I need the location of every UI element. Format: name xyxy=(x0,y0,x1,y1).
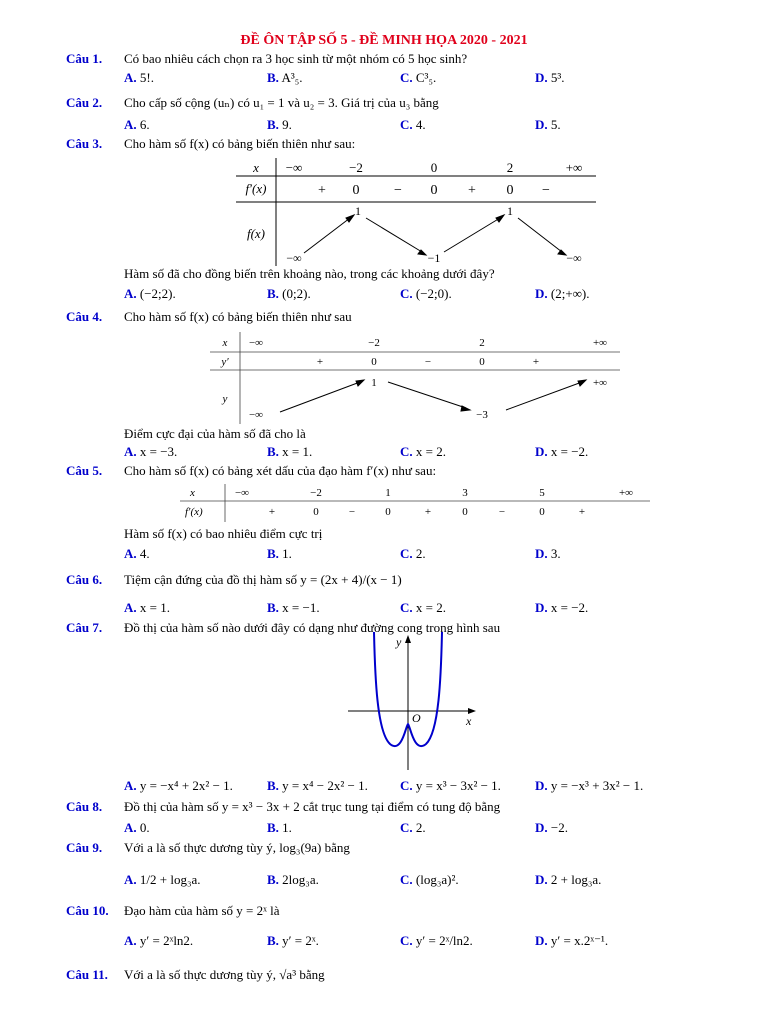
x-value: 5 xyxy=(539,487,545,499)
question-text: Đạo hàm của hàm số y = 2ˣ là xyxy=(124,903,280,918)
option-b: B. (0;2). xyxy=(267,286,311,301)
option-b: B. 9. xyxy=(267,117,292,132)
question-6 xyxy=(0,572,768,590)
question-text: Cho hàm số f(x) có bảng xét dấu của đạo hàm f′(x) như sau: xyxy=(124,463,437,478)
option-c: C. 2. xyxy=(400,820,426,835)
page-title: ĐỀ ÔN TẬP SỐ 5 - ĐỀ MINH HỌA 2020 - 2021 xyxy=(240,33,528,48)
sign: 0 xyxy=(352,183,360,198)
question-text: Cho hàm số f(x) có bảng biến thiên như sau: xyxy=(124,136,356,151)
sign: + xyxy=(318,183,326,198)
derivative-label: f′(x) xyxy=(185,506,203,518)
sign: − xyxy=(542,183,550,198)
question-9 xyxy=(0,840,768,858)
option-b: B. 2log₃a. xyxy=(267,872,319,887)
sign: 0 xyxy=(462,506,468,518)
question-4 xyxy=(0,309,768,327)
sign-row xyxy=(318,183,550,198)
question-number: Câu 8. xyxy=(66,799,103,814)
sign: − xyxy=(424,356,432,368)
question-number: Câu 10. xyxy=(66,903,109,918)
option-b: B. x = 1. xyxy=(267,444,313,459)
option-c: C. x = 2. xyxy=(400,600,446,615)
question-1 xyxy=(0,51,768,69)
sign: 0 xyxy=(313,506,319,518)
sign: + xyxy=(578,506,586,518)
x-value: −∞ xyxy=(285,160,303,175)
sign: + xyxy=(468,183,476,198)
x-label: x xyxy=(222,337,228,349)
x-value: −2 xyxy=(349,160,363,175)
sign: 0 xyxy=(506,183,514,198)
function-label: y xyxy=(222,393,228,405)
question-5 xyxy=(0,463,768,481)
x-value: +∞ xyxy=(565,160,583,175)
x-value: 2 xyxy=(479,337,485,349)
question-number: Câu 6. xyxy=(66,572,103,587)
sign: − xyxy=(498,506,506,518)
question-number: Câu 1. xyxy=(66,51,103,66)
question-number: Câu 5. xyxy=(66,463,103,478)
option-b: B. x = −1. xyxy=(267,600,320,615)
option-c: C. (−2;0). xyxy=(400,286,452,301)
question-text: Tiệm cận đứng của đồ thị hàm số y = (2x + 4)/(x − 1) xyxy=(124,572,402,587)
option-a: A. 1/2 + log₃a. xyxy=(124,872,201,887)
question-2 xyxy=(0,95,768,113)
sign: + xyxy=(268,506,276,518)
x-value: 1 xyxy=(385,487,391,499)
option-a: A. 0. xyxy=(124,820,150,835)
option-c: C. (log₃a)². xyxy=(400,872,459,887)
question-11 xyxy=(0,967,768,985)
option-a: A. 4. xyxy=(124,546,150,561)
function-values xyxy=(249,377,607,421)
variation-arrows xyxy=(304,215,566,255)
sign: + xyxy=(316,356,324,368)
x-value: +∞ xyxy=(618,487,634,499)
option-b: B. y′ = 2ˣ. xyxy=(267,933,319,948)
answer-options xyxy=(0,546,768,564)
x-value: −∞ xyxy=(248,337,264,349)
answer-options xyxy=(0,872,768,890)
option-c: C. y = x³ − 3x² − 1. xyxy=(400,778,501,793)
derivative-label: f′(x) xyxy=(245,181,267,196)
question-text: Đồ thị của hàm số nào dưới đây có dạng như đường cong trong hình sau xyxy=(124,620,501,635)
answer-options xyxy=(0,933,768,951)
question-text: Cho cấp số cộng (uₙ) có u₁ = 1 và u₂ = 3. Giá trị của u₃ bằng xyxy=(124,95,439,110)
f-value: 1 xyxy=(355,204,361,218)
sign: − xyxy=(348,506,356,518)
question-followup: Hàm số f(x) có bao nhiêu điểm cực trị xyxy=(124,526,323,541)
option-c: C. 4. xyxy=(400,117,426,132)
question-8 xyxy=(0,799,768,817)
sign: − xyxy=(394,183,402,198)
origin-label: O xyxy=(412,711,421,725)
answer-options xyxy=(0,778,768,796)
question-3 xyxy=(0,136,768,154)
question-text: Có bao nhiêu cách chọn ra 3 học sinh từ một nhóm có 5 học sinh? xyxy=(124,51,468,66)
f-value: −1 xyxy=(427,251,441,265)
sign: 0 xyxy=(479,356,485,368)
answer-options xyxy=(0,117,768,135)
x-value: 0 xyxy=(430,160,438,175)
question-text: Cho hàm số f(x) có bảng biến thiên như sau xyxy=(124,309,352,324)
answer-options xyxy=(0,444,768,462)
f-value: 1 xyxy=(371,377,377,389)
option-c: C. x = 2. xyxy=(400,444,446,459)
question-followup: Điểm cực đại của hàm số đã cho là xyxy=(124,426,306,441)
sign: 0 xyxy=(371,356,377,368)
answer-options xyxy=(0,600,768,618)
function-values xyxy=(286,204,581,265)
x-values xyxy=(286,160,583,175)
x-value: −2 xyxy=(310,487,322,499)
f-value: −∞ xyxy=(566,251,582,265)
function-label: f(x) xyxy=(246,226,266,241)
sign-table-q5 xyxy=(180,484,650,522)
option-b: B. A³₅. xyxy=(267,70,303,85)
x-value: 2 xyxy=(506,160,514,175)
x-values xyxy=(249,337,607,349)
question-number: Câu 11. xyxy=(66,967,108,982)
option-b: B. y = x⁴ − 2x² − 1. xyxy=(267,778,368,793)
f-value: +∞ xyxy=(592,377,608,389)
variation-arrows xyxy=(280,380,586,412)
option-d: D. −2. xyxy=(535,820,568,835)
question-followup: Hàm số đã cho đồng biến trên khoảng nào, trong các khoảng dưới đây? xyxy=(124,266,495,281)
answer-options xyxy=(0,70,768,88)
question-number: Câu 7. xyxy=(66,620,103,635)
option-c: C. y′ = 2ˣ/ln2. xyxy=(400,933,473,948)
option-b: B. 1. xyxy=(267,546,292,561)
option-d: D. y′ = x.2ˣ⁻¹. xyxy=(535,933,609,948)
f-value: −∞ xyxy=(286,251,302,265)
sign: + xyxy=(532,356,540,368)
x-value: 3 xyxy=(462,487,468,499)
option-d: D. 3. xyxy=(535,546,561,561)
function-graph-q7 xyxy=(344,632,480,770)
question-text: Với a là số thực dương tùy ý, log₃(9a) bằng xyxy=(124,840,350,855)
option-d: D. y = −x³ + 3x² − 1. xyxy=(535,778,644,793)
option-d: D. x = −2. xyxy=(535,600,589,615)
question-text: Đồ thị của hàm số y = x³ − 3x + 2 cắt trục tung tại điểm có tung độ bằng xyxy=(124,799,501,814)
question-number: Câu 9. xyxy=(66,840,103,855)
question-number: Câu 2. xyxy=(66,95,103,110)
answer-options xyxy=(0,286,768,304)
question-10 xyxy=(0,903,768,921)
option-d: D. 5³. xyxy=(535,70,565,85)
question-number: Câu 4. xyxy=(66,309,103,324)
option-d: D. x = −2. xyxy=(535,444,589,459)
derivative-label: y′ xyxy=(221,356,229,368)
question-number: Câu 3. xyxy=(66,136,103,151)
x-axis-label: x xyxy=(466,714,472,728)
variation-table-q4 xyxy=(210,332,620,424)
option-d: D. 2 + log₃a. xyxy=(535,872,602,887)
x-label: x xyxy=(253,160,259,175)
x-value: −2 xyxy=(368,337,380,349)
x-value: −∞ xyxy=(234,487,250,499)
f-value: −∞ xyxy=(248,409,264,421)
option-d: D. 5. xyxy=(535,117,561,132)
variation-table-q3 xyxy=(236,158,596,266)
option-c: C. C³₅. xyxy=(400,70,437,85)
x-values xyxy=(235,487,633,499)
question-text: Với a là số thực dương tùy ý, √a³ bằng xyxy=(124,967,325,982)
option-a: A. y′ = 2ˣln2. xyxy=(124,933,194,948)
sign-row xyxy=(317,356,539,368)
option-a: A. x = 1. xyxy=(124,600,170,615)
y-axis-label: y xyxy=(396,635,402,649)
option-a: A. (−2;2). xyxy=(124,286,176,301)
f-value: 1 xyxy=(507,204,513,218)
option-b: B. 1. xyxy=(267,820,292,835)
option-d: D. (2;+∞). xyxy=(535,286,590,301)
sign: + xyxy=(424,506,432,518)
option-a: A. 6. xyxy=(124,117,150,132)
option-a: A. 5!. xyxy=(124,70,154,85)
option-a: A. x = −3. xyxy=(124,444,178,459)
sign: 0 xyxy=(430,183,438,198)
f-value: −3 xyxy=(476,409,488,421)
option-c: C. 2. xyxy=(400,546,426,561)
x-label: x xyxy=(190,487,195,499)
x-value: +∞ xyxy=(592,337,608,349)
sign: 0 xyxy=(385,506,391,518)
sign-row xyxy=(269,506,585,518)
option-a: A. y = −x⁴ + 2x² − 1. xyxy=(124,778,233,793)
sign: 0 xyxy=(539,506,545,518)
answer-options xyxy=(0,820,768,838)
